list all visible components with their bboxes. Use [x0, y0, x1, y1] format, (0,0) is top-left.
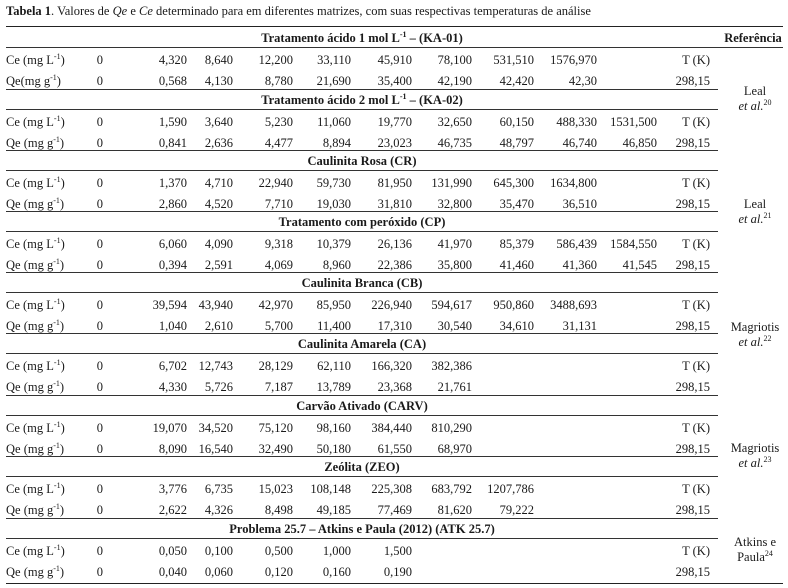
- row-label-text: ): [60, 359, 65, 373]
- table-cell: 30,540: [437, 319, 472, 333]
- section-title: [6, 337, 718, 351]
- reference-author: Magriotis: [730, 441, 780, 455]
- row-label-text: Qe (mg g: [6, 442, 54, 456]
- row-label-text: Qe (mg g: [6, 136, 54, 150]
- table-cell: 46,850: [622, 136, 657, 150]
- table-cell: 19,070: [152, 421, 187, 435]
- table-cell: 298,15: [675, 380, 710, 394]
- rule-line: [6, 150, 718, 151]
- table-cell: 1634,800: [550, 176, 597, 190]
- table-cell: 0,160: [322, 565, 351, 579]
- table-cell: 11,400: [317, 319, 351, 333]
- row-label-sup: -1: [53, 134, 60, 144]
- section-title: [6, 522, 718, 536]
- row-label-sup: -1: [53, 480, 61, 490]
- table-cell: 59,730: [316, 176, 351, 190]
- caption-label: Tabela 1: [6, 4, 52, 18]
- row-label-text: ): [59, 503, 65, 517]
- row-label-text: ): [59, 380, 65, 394]
- table-cell: 78,100: [437, 53, 472, 67]
- table-cell: 0: [96, 176, 103, 190]
- section-title-sup: -1: [399, 91, 407, 101]
- section-title-sup: -1: [399, 29, 407, 39]
- table-cell: 50,180: [316, 442, 351, 456]
- table-cell: 0,500: [264, 544, 293, 558]
- table-cell: 0: [96, 237, 103, 251]
- reference-author: Leal: [743, 84, 767, 98]
- row-label-text: Qe (mg g: [6, 565, 54, 579]
- table-cell: 4,710: [204, 176, 233, 190]
- section-title-text: Carvão Ativado (CARV): [296, 399, 428, 413]
- table-cell: 0,050: [158, 544, 187, 558]
- rule-line: [6, 89, 718, 90]
- caption-text: determinado para em diferentes matrizes, com suas respectivas temperaturas de análise: [152, 4, 591, 18]
- table-cell: 4,090: [204, 237, 233, 251]
- table-cell: 34,520: [198, 421, 233, 435]
- table-cell: 46,740: [562, 136, 597, 150]
- table-cell: 62,110: [317, 359, 351, 373]
- row-label-sup: -1: [53, 113, 61, 123]
- table-cell: 0: [96, 442, 103, 456]
- table-cell: 0: [96, 74, 103, 88]
- table-cell: 225,308: [371, 482, 412, 496]
- rule-line: [6, 272, 718, 273]
- table-cell: 382,386: [431, 359, 472, 373]
- row-label-text: ): [59, 565, 65, 579]
- table-cell: 7,710: [264, 197, 293, 211]
- table-cell: 2,591: [204, 258, 233, 272]
- table-cell: 21,761: [437, 380, 472, 394]
- table-cell: 0,190: [383, 565, 412, 579]
- reference-etal: [722, 456, 788, 471]
- row-label-text: Ce (mg L: [6, 53, 54, 67]
- table-cell: 3488,693: [550, 298, 597, 312]
- table-cell: 42,420: [499, 74, 534, 88]
- table-cell: 0,841: [158, 136, 187, 150]
- table-cell: 594,617: [431, 298, 472, 312]
- row-label-text: ): [60, 544, 65, 558]
- table-cell: 79,222: [499, 503, 534, 517]
- table-cell: T (K): [682, 359, 710, 373]
- table-cell: 12,200: [258, 53, 293, 67]
- table-cell: 645,300: [493, 176, 534, 190]
- table-cell: 0,394: [158, 258, 187, 272]
- table-cell: 81,950: [377, 176, 412, 190]
- row-label-text: Ce (mg L: [6, 176, 54, 190]
- table-cell: 4,320: [158, 53, 187, 67]
- section-title-text: Problema 25.7 – Atkins e Paula (2012) (ATK 25.7): [229, 522, 495, 536]
- rule-line: [6, 538, 718, 539]
- table-cell: 35,800: [437, 258, 472, 272]
- table-cell: 3,776: [158, 482, 187, 496]
- table-cell: 810,290: [431, 421, 472, 435]
- table-cell: T (K): [682, 421, 710, 435]
- row-label-sup: -1: [53, 563, 60, 573]
- table-cell: 1,040: [158, 319, 187, 333]
- rule-line: [6, 109, 718, 110]
- section-title: [6, 399, 718, 413]
- table-cell: 68,970: [437, 442, 472, 456]
- rule-line: [6, 231, 718, 232]
- rule-line: [6, 333, 718, 334]
- table-cell: 60,150: [499, 115, 534, 129]
- row-label-text: ): [60, 176, 65, 190]
- table-cell: 298,15: [675, 258, 710, 272]
- table-cell: 4,520: [204, 197, 233, 211]
- table-cell: 22,386: [377, 258, 412, 272]
- row-label-text: ): [60, 482, 65, 496]
- table-cell: 0,568: [158, 74, 187, 88]
- reference-header: Referência: [724, 31, 782, 45]
- row-label-sup: -1: [53, 419, 61, 429]
- row-label-sup: -1: [53, 317, 60, 327]
- table-cell: 0,040: [158, 565, 187, 579]
- table-cell: 31,810: [377, 197, 412, 211]
- section-title-text: – (KA-02): [406, 93, 463, 107]
- row-label-text: Qe (mg g: [6, 503, 54, 517]
- table-cell: 75,120: [258, 421, 293, 435]
- table-cell: 298,15: [675, 136, 710, 150]
- table-cell: 298,15: [675, 74, 710, 88]
- reference-etal-text: et al.: [738, 99, 764, 113]
- reference-number: 20: [763, 97, 772, 107]
- table-cell: 4,130: [204, 74, 233, 88]
- table-cell: 41,360: [562, 258, 597, 272]
- row-label-sup: -1: [50, 72, 57, 82]
- table-cell: 7,187: [264, 380, 293, 394]
- row-label-text: ): [59, 197, 65, 211]
- table-cell: T (K): [682, 237, 710, 251]
- table-cell: 16,540: [198, 442, 233, 456]
- table-cell: 12,743: [198, 359, 233, 373]
- table-cell: 0,120: [264, 565, 293, 579]
- row-label-text: ): [59, 442, 65, 456]
- row-label-text: Ce (mg L: [6, 115, 54, 129]
- reference-author: Leal: [743, 197, 767, 211]
- reference-cell: [722, 197, 788, 227]
- table-cell: 48,797: [499, 136, 534, 150]
- section-title: [6, 215, 718, 229]
- table-cell: 1576,970: [550, 53, 597, 67]
- table-cell: 226,940: [371, 298, 412, 312]
- rule-line: [6, 583, 783, 584]
- table-cell: 2,636: [204, 136, 233, 150]
- reference-etal-text: et al.: [738, 335, 764, 349]
- rule-line: [6, 415, 718, 416]
- table-cell: 6,735: [204, 482, 233, 496]
- row-label-text: Ce (mg L: [6, 482, 54, 496]
- reference-author: Magriotis: [730, 320, 780, 334]
- section-title-text: Caulinita Rosa (CR): [307, 154, 417, 168]
- table-cell: T (K): [682, 482, 710, 496]
- caption-text: . Valores de: [51, 4, 113, 18]
- table-cell: 46,735: [437, 136, 472, 150]
- caption-qe: Qe: [112, 4, 128, 18]
- reference-number: 21: [763, 210, 772, 220]
- table-cell: 34,610: [499, 319, 534, 333]
- row-label-sup: -1: [53, 378, 60, 388]
- table-cell: 98,160: [316, 421, 351, 435]
- row-label-sup: -1: [53, 235, 61, 245]
- table-cell: 45,910: [377, 53, 412, 67]
- table-cell: T (K): [682, 115, 710, 129]
- table-cell: 0: [96, 197, 103, 211]
- table-cell: 1,000: [322, 544, 351, 558]
- table-cell: 32,650: [437, 115, 472, 129]
- rule-line: [6, 211, 718, 212]
- row-label-text: Qe (mg g: [6, 197, 54, 211]
- table-cell: 6,060: [158, 237, 187, 251]
- row-label-text: Qe(mg g: [6, 74, 51, 88]
- table-cell: 1,590: [158, 115, 187, 129]
- table-cell: 0: [96, 319, 103, 333]
- row-label-text: Ce (mg L: [6, 359, 54, 373]
- reference-cell: [722, 320, 788, 350]
- table-cell: 15,023: [258, 482, 293, 496]
- row-label-sup: -1: [53, 501, 60, 511]
- reference-etal: [722, 212, 788, 227]
- reference-number: 22: [763, 333, 772, 343]
- table-cell: 0: [96, 565, 103, 579]
- rule-line: [6, 353, 718, 354]
- table-cell: 26,136: [377, 237, 412, 251]
- table-cell: 32,490: [258, 442, 293, 456]
- reference-etal: [722, 99, 788, 114]
- table-cell: 28,129: [258, 359, 293, 373]
- table-cell: 384,440: [371, 421, 412, 435]
- table-cell: 17,310: [377, 319, 412, 333]
- table-cell: 8,894: [322, 136, 351, 150]
- table-cell: 0: [96, 544, 103, 558]
- section-title-text: Caulinita Branca (CB): [301, 276, 423, 290]
- table-cell: 4,477: [264, 136, 293, 150]
- table-cell: 22,940: [258, 176, 293, 190]
- row-label-sup: -1: [53, 256, 60, 266]
- table-cell: 1531,500: [610, 115, 657, 129]
- row-label-text: Ce (mg L: [6, 544, 54, 558]
- table-cell: 39,594: [152, 298, 187, 312]
- row-label-sup: -1: [53, 542, 61, 552]
- table-cell: T (K): [682, 176, 710, 190]
- reference-cell: [722, 535, 788, 565]
- table-cell: 298,15: [675, 319, 710, 333]
- table-cell: 298,15: [675, 565, 710, 579]
- table-cell: 8,640: [204, 53, 233, 67]
- row-label-text: Qe (mg g: [6, 319, 54, 333]
- table-cell: 0: [96, 421, 103, 435]
- table-cell: 11,060: [317, 115, 351, 129]
- reference-etal: [722, 550, 788, 565]
- reference-number: 23: [763, 454, 772, 464]
- table-cell: 0: [96, 482, 103, 496]
- table-cell: 21,690: [316, 74, 351, 88]
- table-cell: 8,780: [264, 74, 293, 88]
- section-title-text: Tratamento ácido 2 mol L: [261, 93, 400, 107]
- table-cell: 61,550: [377, 442, 412, 456]
- section-title-text: Tratamento com peróxido (CP): [278, 215, 446, 229]
- reference-cell: [722, 84, 788, 114]
- section-title-text: Zeólita (ZEO): [324, 460, 400, 474]
- table-cell: 35,400: [377, 74, 412, 88]
- table-cell: 77,469: [377, 503, 412, 517]
- table-cell: 0: [96, 258, 103, 272]
- table-cell: 531,510: [493, 53, 534, 67]
- row-label-text: ): [56, 74, 61, 88]
- table-cell: 3,640: [204, 115, 233, 129]
- table-cell: 0: [96, 359, 103, 373]
- caption-ce: Ce: [139, 4, 153, 18]
- row-label-text: ): [60, 53, 65, 67]
- table-cell: 950,860: [493, 298, 534, 312]
- row-label-text: ): [59, 319, 65, 333]
- row-label-text: Qe (mg g: [6, 258, 54, 272]
- table-cell: 41,970: [437, 237, 472, 251]
- reference-etal-text: et al.: [738, 456, 764, 470]
- table-cell: 43,940: [198, 298, 233, 312]
- table-cell: 0: [96, 115, 103, 129]
- table-cell: 0,100: [204, 544, 233, 558]
- caption-text: e: [127, 4, 139, 18]
- row-label-sup: -1: [53, 357, 61, 367]
- section-title-text: Caulinita Amarela (CA): [297, 337, 427, 351]
- section-title-text: – (KA-01): [406, 31, 463, 45]
- table-cell: 49,185: [316, 503, 351, 517]
- table-cell: 8,960: [322, 258, 351, 272]
- row-label-text: ): [60, 421, 65, 435]
- section-title: [6, 276, 718, 290]
- row-label-text: ): [60, 237, 65, 251]
- table-cell: 5,230: [264, 115, 293, 129]
- row-label-text: ): [59, 136, 65, 150]
- section-title: [6, 460, 718, 474]
- table-cell: 9,318: [264, 237, 293, 251]
- reference-cell: [722, 441, 788, 471]
- table-cell: 42,30: [568, 74, 597, 88]
- section-title: [6, 31, 718, 45]
- table-cell: 166,320: [371, 359, 412, 373]
- table-cell: 41,460: [499, 258, 534, 272]
- row-label-text: Qe (mg g: [6, 380, 54, 394]
- table-cell: 36,510: [562, 197, 597, 211]
- table-cell: 0: [96, 503, 103, 517]
- table-cell: 19,030: [316, 197, 351, 211]
- table-cell: 1584,550: [610, 237, 657, 251]
- table-cell: 683,792: [431, 482, 472, 496]
- table-cell: 1,370: [158, 176, 187, 190]
- table-cell: 35,470: [499, 197, 534, 211]
- table-cell: 0: [96, 380, 103, 394]
- section-title: [6, 93, 718, 107]
- rule-line: [6, 170, 718, 171]
- table-cell: 41,545: [622, 258, 657, 272]
- rule-line: [6, 395, 718, 396]
- row-label-text: ): [60, 298, 65, 312]
- table-cell: T (K): [682, 53, 710, 67]
- table-cell: 0,060: [204, 565, 233, 579]
- table-cell: 8,498: [264, 503, 293, 517]
- rule-line: [6, 26, 783, 27]
- table-cell: 298,15: [675, 197, 710, 211]
- section-title: [6, 154, 718, 168]
- table-cell: 586,439: [556, 237, 597, 251]
- row-label-sup: -1: [53, 174, 61, 184]
- row-label-sup: -1: [53, 195, 60, 205]
- reference-etal-text: et al.: [738, 212, 764, 226]
- table-cell: T (K): [682, 298, 710, 312]
- reference-etal: [722, 335, 788, 350]
- table-cell: 81,620: [437, 503, 472, 517]
- reference-author: Atkins e: [733, 535, 776, 549]
- row-label-text: ): [60, 115, 65, 129]
- table-cell: 13,789: [316, 380, 351, 394]
- table-cell: 131,990: [431, 176, 472, 190]
- row-label-sup: -1: [53, 440, 60, 450]
- table-cell: 33,110: [317, 53, 351, 67]
- table-cell: 32,800: [437, 197, 472, 211]
- table-cell: 4,069: [264, 258, 293, 272]
- rule-line: [6, 456, 718, 457]
- row-label-text: ): [59, 258, 65, 272]
- table-cell: 6,702: [158, 359, 187, 373]
- row-label-text: Ce (mg L: [6, 237, 54, 251]
- table-cell: 4,326: [204, 503, 233, 517]
- table-cell: 85,379: [499, 237, 534, 251]
- table-cell: 108,148: [310, 482, 351, 496]
- reference-number: 24: [764, 548, 773, 558]
- table-cell: 298,15: [675, 503, 710, 517]
- table-cell: 23,023: [377, 136, 412, 150]
- table-cell: 8,090: [158, 442, 187, 456]
- reference-etal-text: Paula: [737, 550, 765, 564]
- row-label-sup: -1: [53, 51, 61, 61]
- table-cell: 488,330: [556, 115, 597, 129]
- table-cell: 85,950: [316, 298, 351, 312]
- row-label-text: Ce (mg L: [6, 421, 54, 435]
- rule-line: [6, 476, 718, 477]
- row-label-sup: -1: [53, 296, 61, 306]
- table-cell: 2,610: [204, 319, 233, 333]
- rule-line: [6, 518, 718, 519]
- table-cell: T (K): [682, 544, 710, 558]
- table-cell: 2,622: [158, 503, 187, 517]
- table-cell: 31,131: [562, 319, 597, 333]
- table-cell: 0: [96, 136, 103, 150]
- table-cell: 0: [96, 53, 103, 67]
- table-cell: 5,726: [204, 380, 233, 394]
- section-title-text: Tratamento ácido 1 mol L: [261, 31, 400, 45]
- table-cell: 42,970: [258, 298, 293, 312]
- table-cell: 19,770: [377, 115, 412, 129]
- table-cell: 1,500: [383, 544, 412, 558]
- table-cell: 0: [96, 298, 103, 312]
- table-cell: 10,379: [316, 237, 351, 251]
- rule-line: [6, 47, 718, 48]
- table-cell: 2,860: [158, 197, 187, 211]
- rule-line: [6, 292, 718, 293]
- table-cell: 4,330: [158, 380, 187, 394]
- table-cell: 5,700: [264, 319, 293, 333]
- table-cell: 1207,786: [487, 482, 534, 496]
- row-label-text: Ce (mg L: [6, 298, 54, 312]
- table-cell: 23,368: [377, 380, 412, 394]
- table-cell: 42,190: [437, 74, 472, 88]
- table-cell: 298,15: [675, 442, 710, 456]
